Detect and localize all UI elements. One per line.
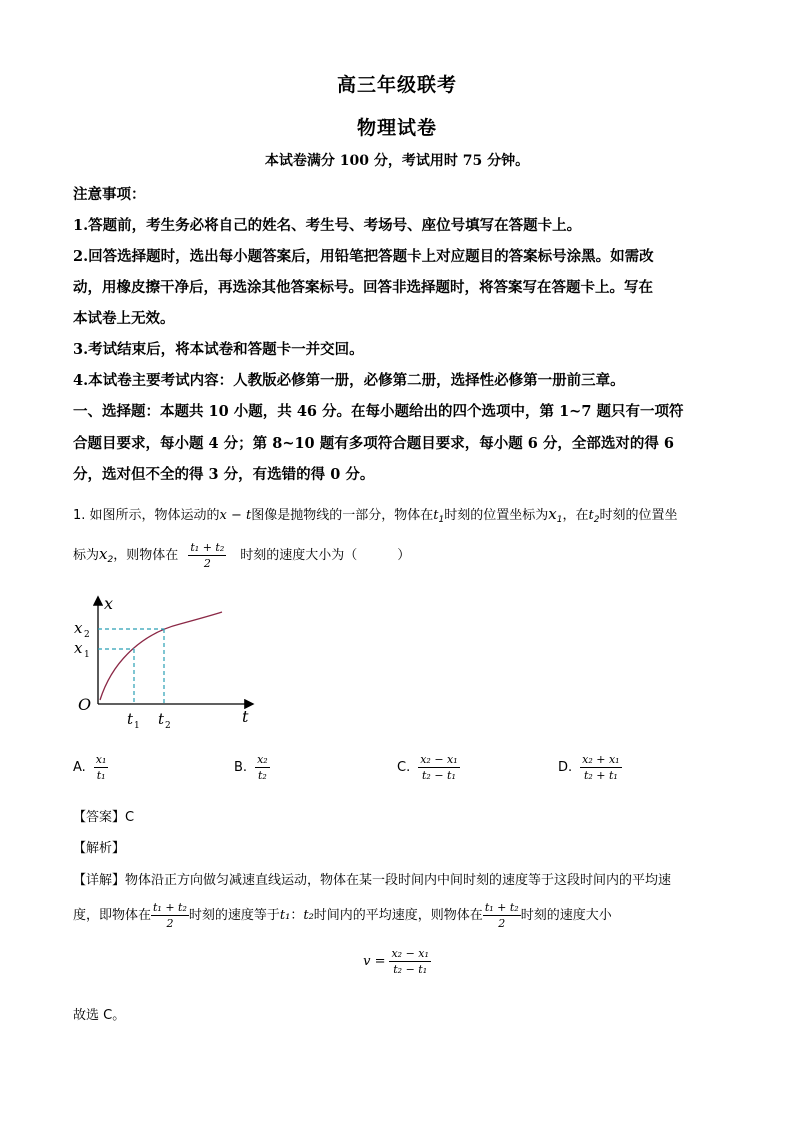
q1-text-b: 图像是抛物线的一部分，物体在 <box>251 508 434 523</box>
option-d-label: D. <box>558 760 573 775</box>
answer-line <box>73 806 723 825</box>
option-a[interactable] <box>73 752 108 783</box>
axis-x-label: x <box>104 594 114 613</box>
x2-label: x <box>74 619 83 637</box>
analysis-sep: ： <box>290 908 304 923</box>
analysis-text-2d: 时刻的速度大小 <box>520 908 612 923</box>
option-d-num: x₂ + x₁ <box>582 753 620 766</box>
notice-item-2-line-1: 2.回答选择题时，选出每小题答案后，用铅笔把答题卡上对应题目的答案标号涂黑。如需改 <box>73 248 654 265</box>
q1-text-i: ） <box>397 548 411 563</box>
t2-var: t <box>588 508 594 523</box>
exam-info: 本试卷满分 100 分，考试用时 75 分钟。 <box>264 153 530 169</box>
notice-item-3: 3.考试结束后，将本试卷和答题卡一并交回。 <box>73 341 364 358</box>
q1-text-g: ，则物体在 <box>113 548 179 563</box>
q1-text-d: ，在 <box>562 508 589 523</box>
option-c[interactable] <box>397 752 460 783</box>
formula-fraction <box>389 946 430 977</box>
x1-label: x <box>74 639 83 657</box>
t2-label-sub: 2 <box>165 721 171 731</box>
x2-sub: 2 <box>107 555 114 565</box>
option-d[interactable] <box>558 752 622 783</box>
analysis-t1: t₁ <box>279 908 291 923</box>
option-a-den: t₁ <box>96 769 106 782</box>
t1-label: t <box>127 710 134 728</box>
option-c-fraction <box>418 752 459 783</box>
detail-label: 【详解】 <box>73 873 126 888</box>
option-a-fraction <box>94 752 109 783</box>
option-d-fraction <box>580 752 621 783</box>
section-heading-line-2: 合题目要求，每小题 4 分；第 8~10 题有多项符合题目要求，每小题 6 分，全部选对的得 6 <box>73 435 675 452</box>
notice-item-1: 1.答题前，考生务必将自己的姓名、考生号、考场号、座位号填写在答题卡上。 <box>73 217 582 234</box>
analysis-text-1: 物体沿正方向做匀减速直线运动，物体在某一段时间内中间时刻的速度等于这段时间内的平均速 <box>125 873 672 888</box>
analysis-line-2 <box>73 900 723 931</box>
section-heading-line-3: 分，选对但不全的得 3 分，有选错的得 0 分。 <box>73 466 375 483</box>
analysis-label: 【解析】 <box>73 841 126 856</box>
option-b-num: x₂ <box>257 753 268 766</box>
conclusion: 故选 C。 <box>73 1008 126 1023</box>
xt-expr: x − t <box>219 508 252 523</box>
section-heading-line-1: 一、选择题：本题共 10 小题，共 46 分。在每小题给出的四个选项中，第 1~7 题只有一项符 <box>73 403 684 420</box>
t1-var: t <box>433 508 439 523</box>
parabola-curve <box>100 612 222 700</box>
fraction-denominator: 2 <box>203 557 211 570</box>
analysis-frac2-num: t₁ + t₂ <box>484 901 519 914</box>
notice-item-2-line-3: 本试卷上无效。 <box>73 310 175 327</box>
analysis-frac1-num: t₁ + t₂ <box>153 901 187 914</box>
t2-label: t <box>158 710 165 728</box>
option-b-label: B. <box>234 760 248 775</box>
analysis-text-2c: 时间内的平均速度，则物体在 <box>313 908 483 923</box>
analysis-frac1-den: 2 <box>166 917 174 930</box>
notice-heading: 注意事项： <box>73 186 146 203</box>
analysis-frac2-den: 2 <box>498 917 506 930</box>
analysis-text-2b: 时刻的速度等于 <box>188 908 280 923</box>
q1-text-c: 时刻的位置坐标为 <box>444 508 549 523</box>
x1-sub: 1 <box>556 515 563 525</box>
option-b-fraction <box>255 752 270 783</box>
notice-item-4: 4.本试卷主要考试内容：人教版必修第一册，必修第二册，选择性必修第一册前三章。 <box>73 372 625 389</box>
fraction-numerator: t₁ + t₂ <box>190 541 225 554</box>
option-b-den: t₂ <box>257 769 267 782</box>
analysis-fraction-2 <box>483 900 521 931</box>
notice-item-2-line-2: 动，用橡皮擦干净后，再选涂其他答案标号。回答非选择题时，将答案写在答题卡上。写在 <box>73 279 653 296</box>
analysis-fraction-1 <box>151 900 189 931</box>
option-a-num: x₁ <box>95 753 107 766</box>
question-1-line-2 <box>73 540 723 571</box>
q1-text-a: 1. 如图所示，物体运动的 <box>73 508 220 523</box>
q1-text-h: 时刻的速度大小为（ <box>240 548 358 563</box>
t1-sub: 1 <box>438 515 445 525</box>
analysis-t2: t₂ <box>303 908 314 923</box>
q1-text-e: 时刻的位置坐 <box>599 508 678 523</box>
velocity-formula <box>0 946 794 977</box>
formula-den: t₂ − t₁ <box>393 963 428 976</box>
option-c-den: t₂ − t₁ <box>422 769 456 782</box>
analysis-text-2a: 度，即物体在 <box>73 908 152 923</box>
answer-value: C <box>125 810 135 825</box>
axis-t-label: t <box>242 707 249 726</box>
question-1-line-1 <box>73 504 723 525</box>
q1-text-f: 标为 <box>73 548 100 563</box>
answer-label: 【答案】 <box>73 810 126 825</box>
x1-label-sub: 1 <box>84 650 90 660</box>
x2-label-sub: 2 <box>84 630 90 640</box>
option-a-label: A. <box>73 760 86 775</box>
x2-var: x <box>99 545 108 563</box>
x1-var: x <box>548 505 557 523</box>
option-b[interactable] <box>234 752 270 783</box>
midpoint-fraction <box>188 540 226 571</box>
option-c-label: C. <box>397 760 411 775</box>
option-d-den: t₂ + t₁ <box>583 769 618 782</box>
formula-lhs: v = <box>363 954 386 969</box>
analysis-line-1 <box>73 869 723 888</box>
t2-sub: 2 <box>593 515 600 525</box>
formula-num: x₂ − x₁ <box>391 947 429 960</box>
origin-label: O <box>78 695 92 714</box>
x-t-graph <box>70 592 270 734</box>
t1-label-sub: 1 <box>134 721 140 731</box>
option-c-num: x₂ − x₁ <box>420 753 458 766</box>
subject-title: 物理试卷 <box>356 117 437 139</box>
exam-title: 高三年级联考 <box>336 74 457 96</box>
